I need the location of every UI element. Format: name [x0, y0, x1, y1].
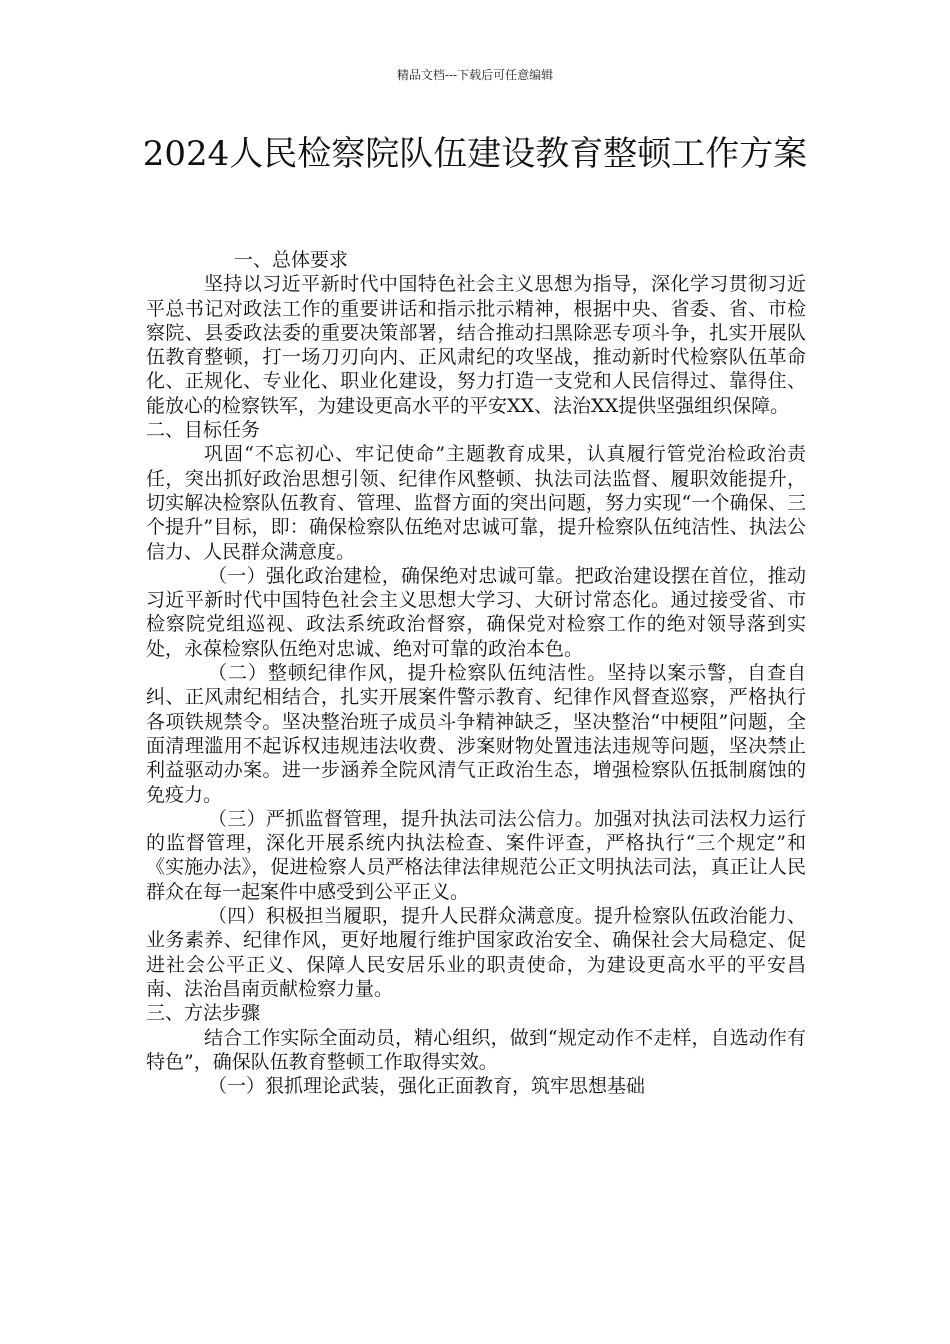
- document-body: [146, 248, 806, 1098]
- document-title: 2024人民检察院队伍建设教育整顿工作方案: [142, 134, 808, 174]
- paragraph: （二）整顿纪律作风，提升检察队伍纯洁性。坚持以案示警，自查自纠、正风肃纪相结合，扎实开展案件警示教育、纪律作风督查巡察，严格执行各项铁规禁令。坚决整治班子成员斗争精神缺乏，坚决整治“中梗阻”问题，全面清理滥用不起诉权违规违法收费、涉案财物处置违法违规等问题，坚决禁止利益驱动办案。进一步涵养全院风清气正政治生态，增强检察队伍抵制腐蚀的免疫力。: [146, 662, 806, 806]
- section-heading-general-requirements: 一、总体要求: [234, 249, 349, 271]
- paragraph: 坚持以习近平新时代中国特色社会主义思想为指导，深化学习贯彻习近平总书记对政法工作的重要讲话和指示批示精神，根据中央、省委、省、市检察院、县委政法委的重要决策部署，结合推动扫黑除恶专项斗争，扎实开展队伍教育整顿，打一场刀刃向内、正风肃纪的攻坚战，推动新时代检察队伍革命化、正规化、专业化、职业化建设，努力打造一支党和人民信得过、靠得住、能放心的检察铁军，为建设更高水平的平安XX、法治XX提供坚强组织保障。: [146, 273, 806, 417]
- paragraph: （一）狠抓理论武装，强化正面教育，筑牢思想基础: [208, 1075, 646, 1098]
- paragraph: （一）强化政治建检，确保绝对忠诚可靠。把政治建设摆在首位，推动习近平新时代中国特色社会主义思想大学习、大研讨常态化。通过接受省、市检察院党组巡视、政法系统政治督察，确保党对检察工作的绝对领导落到实处，永葆检察队伍绝对忠诚、绝对可靠的政治本色。: [146, 564, 806, 660]
- paragraph: 结合工作实际全面动员，精心组织，做到“规定动作不走样，自选动作有特色”，确保队伍教育整顿工作取得实效。: [146, 1026, 806, 1073]
- section-heading-methods: 三、方法步骤: [146, 1002, 261, 1025]
- page-header: 精品文档---下载后可任意编辑: [396, 68, 554, 82]
- paragraph: 巩固“不忘初心、牢记使命”主题教育成果，认真履行管党治检政治责任，突出抓好政治思想引领、纪律作风整顿、执法司法监督、履职效能提升，切实解决检察队伍教育、管理、监督方面的突出问题，努力实现“一个确保、三个提升”目标，即：确保检察队伍绝对忠诚可靠，提升检察队伍纯洁性、执法公信力、人民群众满意度。: [146, 443, 806, 563]
- section-heading-goals: 二、目标任务: [146, 419, 261, 442]
- paragraph: （四）积极担当履职，提升人民群众满意度。提升检察队伍政治能力、业务素养、纪律作风，更好地履行维护国家政治安全、确保社会大局稳定、促进社会公平正义、保障人民安居乐业的职责使命，为建设更高水平的平安昌南、法治昌南贡献检察力量。: [146, 905, 806, 1000]
- paragraph: （三）严抓监督管理，提升执法司法公信力。加强对执法司法权力运行的监督管理，深化开展系统内执法检查、案件评查，严格执行“三个规定”和《实施办法》，促进检察人员严格法律法律规范公正文明执法司法，真正让人民群众在每一起案件中感受到公平正义。: [146, 807, 806, 903]
